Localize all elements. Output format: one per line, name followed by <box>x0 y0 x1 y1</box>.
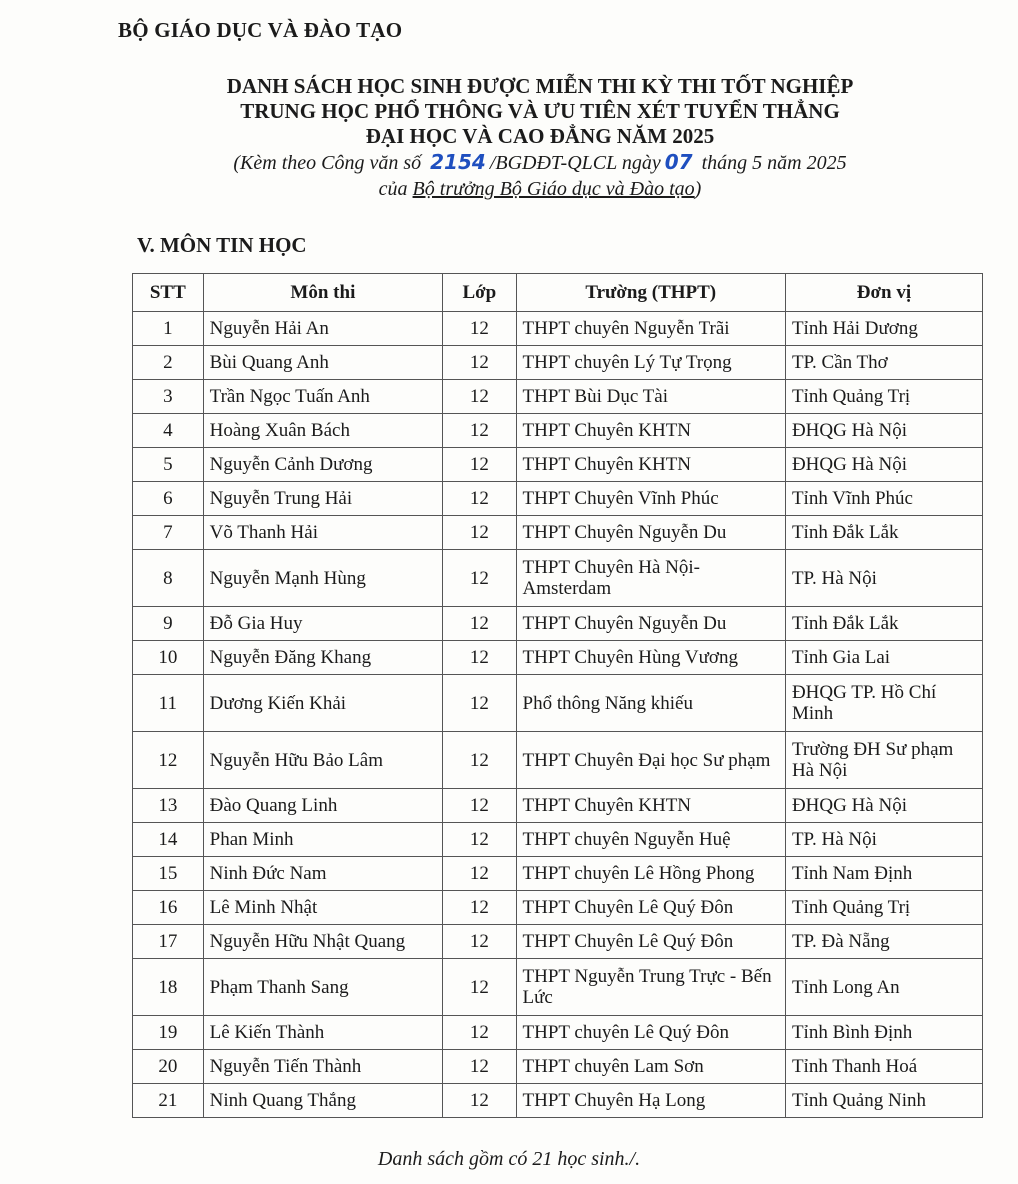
cell-stt: 10 <box>133 641 204 675</box>
cell-school: THPT Nguyễn Trung Trực - Bến Lức <box>516 959 785 1016</box>
cell-unit: TP. Đà Nẵng <box>785 925 982 959</box>
table-row <box>133 448 983 482</box>
table-row <box>133 550 983 607</box>
cell-school: THPT chuyên Nguyễn Trãi <box>516 312 785 346</box>
cell-stt: 14 <box>133 823 204 857</box>
footer-note: Danh sách gồm có 21 học sinh./. <box>377 1148 641 1170</box>
cell-class: 12 <box>443 925 516 959</box>
cell-name: Đỗ Gia Huy <box>203 607 443 641</box>
cell-school: THPT chuyên Nguyễn Huệ <box>516 823 785 857</box>
table-row <box>133 607 983 641</box>
cell-name: Nguyễn Hữu Nhật Quang <box>203 925 443 959</box>
cell-class: 12 <box>443 891 516 925</box>
attachment-prefix: (Kèm theo Công văn số <box>233 152 422 174</box>
table-header-row <box>133 274 983 312</box>
section-title: V. MÔN TIN HỌC <box>137 233 307 257</box>
cell-class: 12 <box>443 414 516 448</box>
cell-stt: 6 <box>133 482 204 516</box>
cell-class: 12 <box>443 380 516 414</box>
cell-stt: 8 <box>133 550 204 607</box>
cell-class: 12 <box>443 823 516 857</box>
cell-unit: Tỉnh Long An <box>785 959 982 1016</box>
cell-school: THPT Chuyên KHTN <box>516 448 785 482</box>
cell-class: 12 <box>443 346 516 380</box>
document-title-line-2: TRUNG HỌC PHỔ THÔNG VÀ ƯU TIÊN XÉT TUYỂN THẲNG <box>240 99 840 123</box>
cell-unit: Tỉnh Quảng Trị <box>785 380 982 414</box>
cell-stt: 17 <box>133 925 204 959</box>
cell-school: Phổ thông Năng khiếu <box>516 675 785 732</box>
cell-stt: 21 <box>133 1084 204 1118</box>
cell-unit: Tỉnh Nam Định <box>785 857 982 891</box>
table-row <box>133 346 983 380</box>
cell-school: THPT Chuyên Đại học Sư phạm <box>516 732 785 789</box>
table-row <box>133 925 983 959</box>
header-class: Lớp <box>443 274 516 312</box>
cell-unit: TP. Hà Nội <box>785 823 982 857</box>
table-row <box>133 641 983 675</box>
cell-name: Lê Kiến Thành <box>203 1016 443 1050</box>
attachment-line2-suffix: ) <box>694 178 702 200</box>
cell-school: THPT Chuyên Lê Quý Đôn <box>516 925 785 959</box>
cell-name: Lê Minh Nhật <box>203 891 443 925</box>
cell-stt: 18 <box>133 959 204 1016</box>
cell-stt: 1 <box>133 312 204 346</box>
cell-school: THPT chuyên Lê Hồng Phong <box>516 857 785 891</box>
cell-name: Võ Thanh Hải <box>203 516 443 550</box>
attachment-month-year: tháng 5 năm 2025 <box>701 152 847 174</box>
cell-unit: TP. Hà Nội <box>785 550 982 607</box>
attachment-line-1 <box>120 149 960 176</box>
cell-name: Nguyễn Hữu Bảo Lâm <box>203 732 443 789</box>
table-row <box>133 482 983 516</box>
cell-name: Trần Ngọc Tuấn Anh <box>203 380 443 414</box>
cell-name: Nguyễn Cảnh Dương <box>203 448 443 482</box>
cell-unit: Tỉnh Hải Dương <box>785 312 982 346</box>
cell-name: Bùi Quang Anh <box>203 346 443 380</box>
table-row <box>133 312 983 346</box>
cell-school: THPT chuyên Lý Tự Trọng <box>516 346 785 380</box>
cell-class: 12 <box>443 789 516 823</box>
cell-name: Nguyễn Tiến Thành <box>203 1050 443 1084</box>
cell-class: 12 <box>443 1050 516 1084</box>
table-row <box>133 675 983 732</box>
cell-stt: 11 <box>133 675 204 732</box>
cell-school: THPT Chuyên Hùng Vương <box>516 641 785 675</box>
cell-unit: ĐHQG TP. Hồ Chí Minh <box>785 675 982 732</box>
cell-school: THPT Chuyên Hạ Long <box>516 1084 785 1118</box>
table-row <box>133 1050 983 1084</box>
cell-unit: Tỉnh Quảng Trị <box>785 891 982 925</box>
cell-unit: Tỉnh Thanh Hoá <box>785 1050 982 1084</box>
table-row <box>133 857 983 891</box>
handwritten-day: 07 <box>664 150 693 174</box>
cell-unit: ĐHQG Hà Nội <box>785 789 982 823</box>
cell-school: THPT Chuyên Hà Nội-Amsterdam <box>516 550 785 607</box>
cell-name: Nguyễn Hải An <box>203 312 443 346</box>
ministry-name: BỘ GIÁO DỤC VÀ ĐÀO TẠO <box>118 18 403 42</box>
cell-unit: Trường ĐH Sư phạm Hà Nội <box>785 732 982 789</box>
cell-stt: 19 <box>133 1016 204 1050</box>
cell-name: Phan Minh <box>203 823 443 857</box>
cell-unit: Tỉnh Vĩnh Phúc <box>785 482 982 516</box>
cell-class: 12 <box>443 448 516 482</box>
table-row <box>133 823 983 857</box>
cell-class: 12 <box>443 1016 516 1050</box>
header-name: Môn thi <box>203 274 443 312</box>
handwritten-doc-number: 2154 <box>430 150 486 174</box>
table-row <box>133 959 983 1016</box>
cell-school: THPT Chuyên Lê Quý Đôn <box>516 891 785 925</box>
cell-name: Nguyễn Trung Hải <box>203 482 443 516</box>
attachment-signer: Bộ trưởng Bộ Giáo dục và Đào tạo <box>412 178 695 200</box>
cell-class: 12 <box>443 550 516 607</box>
cell-school: THPT Chuyên KHTN <box>516 414 785 448</box>
table-row <box>133 789 983 823</box>
cell-stt: 16 <box>133 891 204 925</box>
table-row <box>133 516 983 550</box>
cell-name: Ninh Quang Thắng <box>203 1084 443 1118</box>
header-unit: Đơn vị <box>785 274 982 312</box>
cell-school: THPT chuyên Lê Quý Đôn <box>516 1016 785 1050</box>
attachment-line2-prefix: của <box>378 178 408 200</box>
cell-class: 12 <box>443 641 516 675</box>
cell-class: 12 <box>443 959 516 1016</box>
table-row <box>133 891 983 925</box>
cell-stt: 3 <box>133 380 204 414</box>
cell-name: Nguyễn Đăng Khang <box>203 641 443 675</box>
cell-name: Dương Kiến Khải <box>203 675 443 732</box>
cell-school: THPT Chuyên KHTN <box>516 789 785 823</box>
cell-unit: Tỉnh Quảng Ninh <box>785 1084 982 1118</box>
cell-class: 12 <box>443 607 516 641</box>
cell-unit: Tỉnh Đắk Lắk <box>785 607 982 641</box>
attachment-line-2 <box>120 176 960 202</box>
table-row <box>133 1084 983 1118</box>
cell-stt: 12 <box>133 732 204 789</box>
document-title-block <box>120 74 960 202</box>
cell-name: Phạm Thanh Sang <box>203 959 443 1016</box>
document-title-line-3: ĐẠI HỌC VÀ CAO ĐẲNG NĂM 2025 <box>365 124 715 148</box>
cell-unit: Tỉnh Gia Lai <box>785 641 982 675</box>
cell-stt: 7 <box>133 516 204 550</box>
cell-school: THPT Chuyên Nguyễn Du <box>516 516 785 550</box>
cell-stt: 9 <box>133 607 204 641</box>
cell-stt: 13 <box>133 789 204 823</box>
table-row <box>133 1016 983 1050</box>
cell-class: 12 <box>443 516 516 550</box>
cell-name: Đào Quang Linh <box>203 789 443 823</box>
cell-class: 12 <box>443 675 516 732</box>
cell-class: 12 <box>443 857 516 891</box>
cell-stt: 4 <box>133 414 204 448</box>
cell-class: 12 <box>443 482 516 516</box>
header-stt: STT <box>133 274 204 312</box>
cell-school: THPT Chuyên Nguyễn Du <box>516 607 785 641</box>
cell-name: Ninh Đức Nam <box>203 857 443 891</box>
cell-stt: 2 <box>133 346 204 380</box>
cell-school: THPT Bùi Dục Tài <box>516 380 785 414</box>
cell-school: THPT chuyên Lam Sơn <box>516 1050 785 1084</box>
attachment-doc-code: /BGDĐT-QLCL ngày <box>489 152 661 174</box>
cell-unit: ĐHQG Hà Nội <box>785 448 982 482</box>
cell-unit: ĐHQG Hà Nội <box>785 414 982 448</box>
cell-stt: 5 <box>133 448 204 482</box>
cell-class: 12 <box>443 312 516 346</box>
cell-unit: TP. Cần Thơ <box>785 346 982 380</box>
cell-stt: 20 <box>133 1050 204 1084</box>
document-title-line-1: DANH SÁCH HỌC SINH ĐƯỢC MIỄN THI KỲ THI TỐT NGHIỆP <box>226 74 854 98</box>
cell-school: THPT Chuyên Vĩnh Phúc <box>516 482 785 516</box>
cell-stt: 15 <box>133 857 204 891</box>
cell-name: Hoàng Xuân Bách <box>203 414 443 448</box>
cell-unit: Tỉnh Bình Định <box>785 1016 982 1050</box>
cell-name: Nguyễn Mạnh Hùng <box>203 550 443 607</box>
header-school: Trường (THPT) <box>516 274 785 312</box>
table-row <box>133 380 983 414</box>
cell-class: 12 <box>443 1084 516 1118</box>
cell-unit: Tỉnh Đắk Lắk <box>785 516 982 550</box>
table-row <box>133 414 983 448</box>
student-table <box>132 273 983 1118</box>
table-row <box>133 732 983 789</box>
cell-class: 12 <box>443 732 516 789</box>
